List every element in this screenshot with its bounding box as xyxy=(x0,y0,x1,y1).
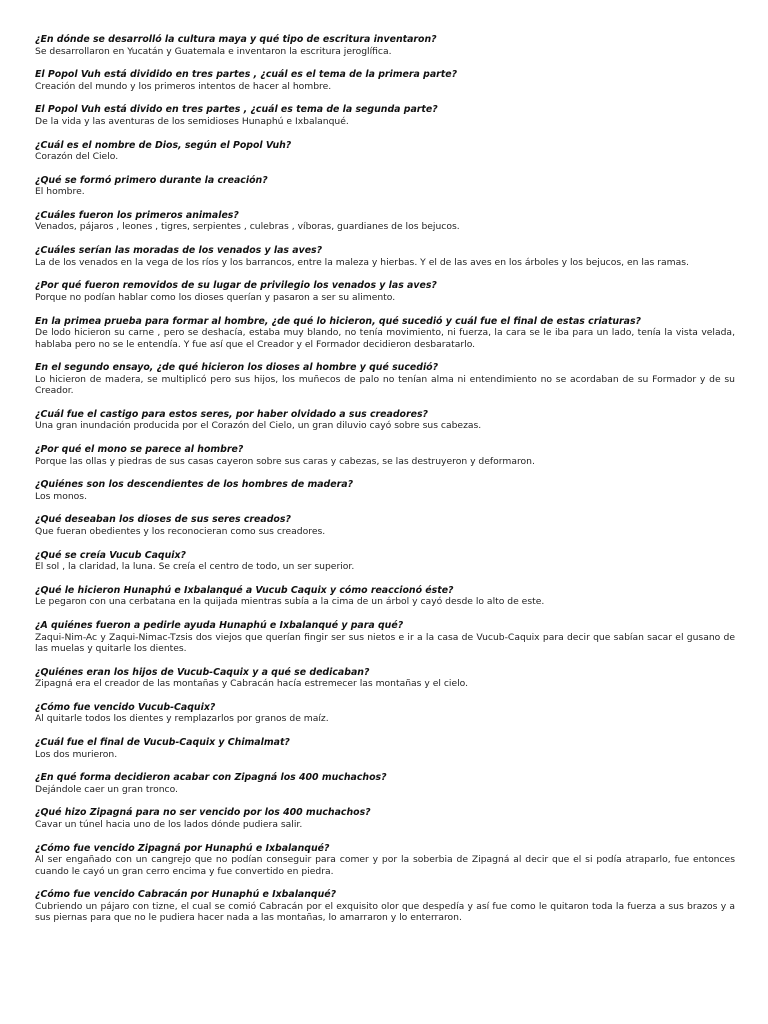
question: En la primea prueba para formar al hombre, ¿de qué lo hicieron, qué sucedió y cuál fue el final de estas criaturas? xyxy=(35,315,641,327)
answer: Porque no podían hablar como los dioses querían y pasaron a ser su alimento. xyxy=(35,291,396,303)
question: ¿En qué forma decidieron acabar con Zipagná los 400 muchachos? xyxy=(35,772,387,784)
question: ¿Cómo fue vencido Zipagná por Hunaphú e Ixbalanqué? xyxy=(35,842,330,854)
question: ¿Cómo fue vencido Vucub-Caquix? xyxy=(35,701,216,713)
question: ¿Cuál es el nombre de Dios, según el Popol Vuh? xyxy=(35,139,292,151)
question: ¿Qué le hicieron Hunaphú e Ixbalanqué a Vucub Caquix y cómo reaccionó éste? xyxy=(35,584,454,596)
question: El Popol Vuh está divido en tres partes , ¿cuál es tema de la segunda parte? xyxy=(35,104,438,116)
question: ¿Qué se formó primero durante la creación? xyxy=(35,174,268,186)
question: En el segundo ensayo, ¿de qué hicieron los dioses al hombre y qué sucedió? xyxy=(35,362,439,374)
qa-item-18 xyxy=(35,667,735,690)
answer: Los dos murieron. xyxy=(35,748,118,760)
qa-item-16 xyxy=(35,585,735,608)
qa-item-12 xyxy=(35,444,735,467)
question: El Popol Vuh está dividido en tres partes , ¿cuál es el tema de la primera parte? xyxy=(35,69,458,81)
qa-item-23 xyxy=(35,843,735,878)
question: ¿En dónde se desarrolló la cultura maya y qué tipo de escritura inventaron? xyxy=(35,34,437,45)
qa-item-9 xyxy=(35,316,735,351)
question: ¿A quiénes fueron a pedirle ayuda Hunaphú e Ixbalanqué y para qué? xyxy=(35,620,404,631)
question: ¿Quiénes son los descendientes de los hombres de madera? xyxy=(35,479,354,491)
answer: Al ser engañado con un cangrejo que no podían conseguir para comer y por la soberbia de Zipagná al decir que el si podía atraparlo, fue entonces cuando le cayó un gran cerro encima y fue convertido en piedra. xyxy=(35,854,735,877)
qa-item-17 xyxy=(35,620,735,655)
question: ¿Qué deseaban los dioses de sus seres creados? xyxy=(35,514,291,526)
qa-item-24 xyxy=(35,889,735,924)
qa-item-11 xyxy=(35,409,735,432)
qa-item-1 xyxy=(35,34,735,57)
qa-item-20 xyxy=(35,737,735,760)
question: ¿Cuál fue el castigo para estos seres, por haber olvidado a sus creadores? xyxy=(35,408,428,420)
qa-item-3 xyxy=(35,104,735,127)
question: ¿Cuáles fueron los primeros animales? xyxy=(35,209,239,221)
question: ¿Por qué el mono se parece al hombre? xyxy=(35,444,244,456)
qa-item-19 xyxy=(35,702,735,725)
qa-item-7 xyxy=(35,245,735,268)
answer: Cavar un túnel hacia uno de los lados dónde pudiera salir. xyxy=(35,818,303,830)
qa-item-15 xyxy=(35,550,735,573)
answer: Dejándole caer un gran tronco. xyxy=(35,783,178,795)
question: ¿Cuáles serían las moradas de los venados y las aves? xyxy=(35,245,323,257)
answer: Creación del mundo y los primeros intentos de hacer al hombre. xyxy=(35,80,332,92)
answer: De lodo hicieron su carne , pero se deshacía, estaba muy blando, no tenía movimiento, ni fuerza, la cara se le iba para un lado, tenía la vista velada, hablaba pero no se le entendía. Y fue así que el Creador y el Formador decidieron desbaratarlo. xyxy=(35,327,735,350)
qa-item-22 xyxy=(35,807,735,830)
answer: Los monos. xyxy=(35,490,88,502)
answer: De la vida y las aventuras de los semidioses Hunaphú e Ixbalanqué. xyxy=(35,115,349,127)
answer: Al quitarle todos los dientes y remplazarlos por granos de maíz. xyxy=(35,713,329,725)
answer: Corazón del Cielo. xyxy=(35,151,119,163)
qa-item-5 xyxy=(35,175,735,198)
qa-item-6 xyxy=(35,210,735,233)
qa-item-13 xyxy=(35,479,735,502)
qa-item-8 xyxy=(35,280,735,303)
answer: Que fueran obedientes y los reconocieran como sus creadores. xyxy=(35,525,326,537)
qa-item-14 xyxy=(35,514,735,537)
answer: Le pegaron con una cerbatana en la quijada mientras subía a la cima de un árbol y cayó desde lo alto de este. xyxy=(35,596,545,608)
answer: Lo hicieron de madera, se multiplicó pero sus hijos, los muñecos de palo no tenían alma ni entendimiento no se acordaban de su Formador y de su Creador. xyxy=(35,373,735,397)
answer: Venados, pájaros , leones , tigres, serpientes , culebras , víboras, guardianes de los bejucos. xyxy=(35,221,460,233)
answer: Porque las ollas y piedras de sus casas cayeron sobre sus caras y cabezas, se las destruyeron y deformaron. xyxy=(35,455,535,467)
question: ¿Por qué fueron removidos de su lugar de privilegio los venados y las aves? xyxy=(35,280,437,292)
answer: Zaqui-Nim-Ac y Zaqui-Nimac-Tzsis dos viejos que querían fingir ser sus nietos e ir a la casa de Vucub-Caquix para decir que sabían sacar el gusano de las muelas y quitarle los dientes. xyxy=(35,631,735,654)
qa-item-2 xyxy=(35,69,735,92)
answer: Se desarrollaron en Yucatán y Guatemala e inventaron la escritura jeroglífica. xyxy=(35,45,392,57)
question-answer-list xyxy=(35,34,735,936)
question: ¿Cómo fue vencido Cabracán por Hunaphú e Ixbalanqué? xyxy=(35,889,337,901)
answer: El sol , la claridad, la luna. Se creía el centro de todo, un ser superior. xyxy=(35,561,355,573)
qa-item-21 xyxy=(35,772,735,795)
question: ¿Cuál fue el final de Vucub-Caquix y Chimalmat? xyxy=(35,737,290,749)
question: ¿Qué se creía Vucub Caquix? xyxy=(35,549,186,561)
question: ¿Qué hizo Zipagná para no ser vencido por los 400 muchachos? xyxy=(35,807,371,819)
qa-item-4 xyxy=(35,140,735,163)
answer: La de los venados en la vega de los ríos y los barrancos, entre la maleza y hierbas. Y el de las aves en los árboles y los bejucos, en las ramas. xyxy=(35,256,689,268)
answer: El hombre. xyxy=(35,186,85,198)
qa-item-10 xyxy=(35,362,735,397)
answer: Zipagná era el creador de las montañas y Cabracán hacía estremecer las montañas y el cielo. xyxy=(35,678,469,690)
answer: Una gran inundación producida por el Corazón del Cielo, un gran diluvio cayó sobre sus cabezas. xyxy=(35,420,482,432)
question: ¿Quiénes eran los hijos de Vucub-Caquix y a qué se dedicaban? xyxy=(35,666,370,678)
answer: Cubriendo un pájaro con tizne, el cual se comió Cabracán por el exquisito olor que despedía y así fue como le quitaron toda la fuerza a sus brazos y a sus piernas para que no le pudiera hacer nada a las montañas, lo amarraron y lo enterraron. xyxy=(35,900,735,924)
